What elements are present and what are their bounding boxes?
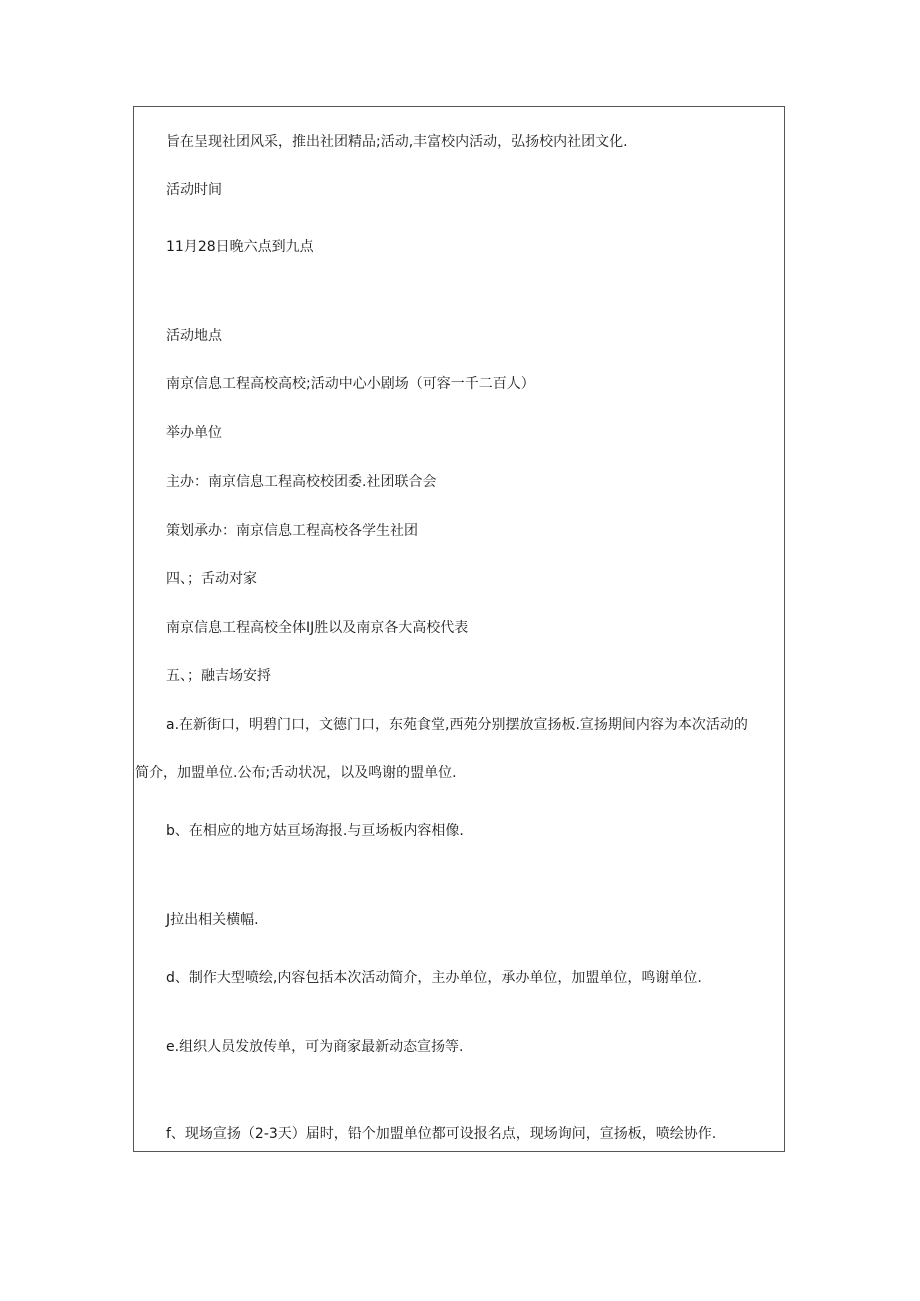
item-a-line-1: a.在新街口，明碧门口，文德门口，东苑食堂,西苑分别摆放宣扬板.宣扬期间内容为本次活动的 xyxy=(166,717,748,733)
organizer-planner: 策划承办：南京信息工程高校各学生社团 xyxy=(166,523,418,539)
heading-activity-time: 活动时间 xyxy=(166,182,222,198)
heading-organizers: 举办单位 xyxy=(166,425,222,441)
item-b: b、在相应的地方姑亘场海报.与亘场板内容相像. xyxy=(166,823,464,839)
item-a-line-2: 简介，加盟单位.公布;舌动状况，以及鸣谢的盟单位. xyxy=(135,765,457,781)
organizer-host: 主办：南京信息工程高校校团委.社团联合会 xyxy=(166,474,437,490)
item-d: d、制作大型喷绘,内容包括本次活动简介，主办单位，承办单位，加盟单位，鸣谢单位. xyxy=(166,970,702,986)
audience-value: 南京信息工程高校全体IJ胜以及南京各大高校代表 xyxy=(166,620,469,636)
activity-location-value: 南京信息工程高校高校;活动中心小剧场（可容一千二百人） xyxy=(166,376,535,392)
heading-activity-location: 活动地点 xyxy=(166,328,222,344)
heading-section-four: 四、；舌动对家 xyxy=(166,571,257,587)
activity-time-value: 11月28日晚六点到九点 xyxy=(166,239,314,255)
item-c: J拉出相关横幅. xyxy=(166,912,259,928)
item-f: f、现场宣扬（2-3天）届时，铅个加盟单位都可设报名点，现场询问，宣扬板，喷绘协作. xyxy=(166,1126,717,1142)
paragraph-purpose: 旨在呈现社团风采，推出社团精品;活动,丰富校内活动，弘扬校内社团文化. xyxy=(166,134,628,150)
item-e: e.组织人员发放传单，可为商家最新动态宣扬等. xyxy=(166,1039,464,1055)
heading-section-five: 五、；融吉场安捋 xyxy=(166,668,271,684)
